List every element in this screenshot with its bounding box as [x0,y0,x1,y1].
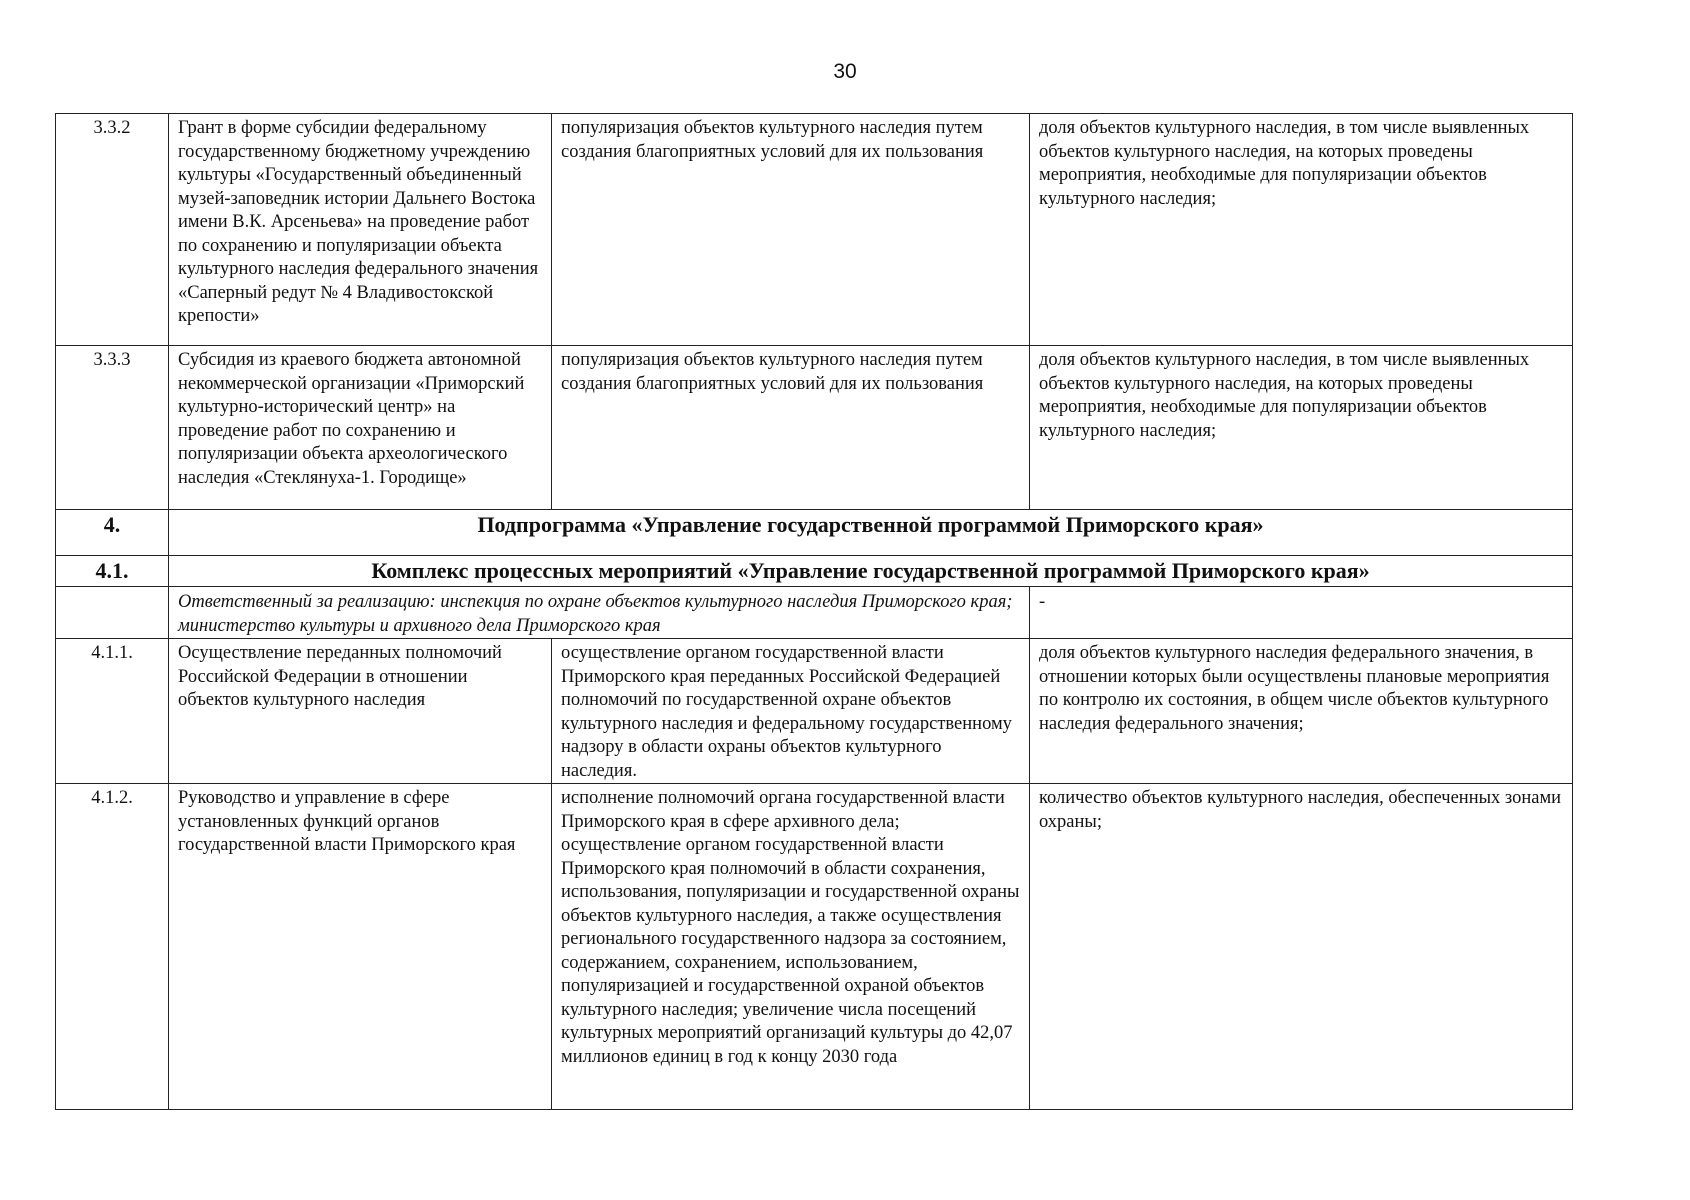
measures-table [55,113,1573,1110]
complex-row [56,556,1573,587]
responsible-cell [169,587,1030,639]
page-number: 30 [833,60,857,83]
measure-indicator: доля объектов культурного наследия федерального значения, в отношении которых были осуществлены плановые мероприятия по контролю их состояния, в общем числе объектов культурного наследия федерального значения; [1030,639,1573,784]
responsible-dash: - [1030,587,1573,639]
table-row [56,784,1573,1110]
responsible-row [56,587,1573,639]
responsible-value: инспекция по охране объектов культурного наследия Приморского края; министерство культуры и архивного дела Приморского края [178,592,1013,636]
measure-name: Субсидия из краевого бюджета автономной некоммерческой организации «Приморский культурно-исторический центр» на проведение работ по сохранению и популяризации объекта археологического наследия «Стеклянуха-1. Городище» [169,346,552,510]
table-row [56,114,1573,346]
row-number: 4.1.2. [56,784,169,1110]
measure-indicator: доля объектов культурного наследия, в том числе выявленных объектов культурного наследия, на которых проведены мероприятия, необходимые для популяризации объектов культурного наследия; [1030,346,1573,510]
subprogram-number: 4. [56,510,169,556]
table-row [56,346,1573,510]
row-number: 4.1.1. [56,639,169,784]
row-number: 3.3.3 [56,346,169,510]
complex-title: Комплекс процессных мероприятий «Управление государственной программой Приморского края» [169,556,1573,587]
measure-task: популяризация объектов культурного наследия путем создания благоприятных условий для их пользования [552,114,1030,346]
measure-task: исполнение полномочий органа государственной власти Приморского края в сфере архивного дела; осуществление органом государственной власти Приморского края полномочий в области сохранения, использования, популяризации и государственной охраны объектов культурного наследия, а также осуществления регионального государственного надзора за состоянием, содержанием, сохранением, использованием, популяризацией и государственной охраной объектов культурного наследия; увеличение числа посещений культурных мероприятий организаций культуры до 42,07 миллионов единиц в год к концу 2030 года [552,784,1030,1110]
subprogram-title: Подпрограмма «Управление государственной программой Приморского края» [169,510,1573,556]
measure-task: осуществление органом государственной власти Приморского края переданных Российской Федерацией полномочий по государственной охране объектов культурного наследия и федеральному государственному надзору в области охраны объектов культурного наследия. [552,639,1030,784]
measure-indicator: доля объектов культурного наследия, в том числе выявленных объектов культурного наследия, на которых проведены мероприятия, необходимые для популяризации объектов культурного наследия; [1030,114,1573,346]
measure-indicator: количество объектов культурного наследия, обеспеченных зонами охраны; [1030,784,1573,1110]
complex-number: 4.1. [56,556,169,587]
empty-cell [56,587,169,639]
measure-name: Грант в форме субсидии федеральному государственному бюджетному учреждению культуры «Государственный объединенный музей-заповедник истории Дальнего Востока имени В.К. Арсеньева» на проведение работ по сохранению и популяризации объекта культурного наследия федерального значения «Саперный редут № 4 Владивостокской крепости» [169,114,552,346]
measure-name: Руководство и управление в сфере установленных функций органов государственной власти Приморского края [169,784,552,1110]
row-number: 3.3.2 [56,114,169,346]
responsible-label: Ответственный за реализацию: [178,592,436,612]
measure-task: популяризация объектов культурного наследия путем создания благоприятных условий для их пользования [552,346,1030,510]
subprogram-row [56,510,1573,556]
table-row [56,639,1573,784]
measure-name: Осуществление переданных полномочий Российской Федерации в отношении объектов культурного наследия [169,639,552,784]
